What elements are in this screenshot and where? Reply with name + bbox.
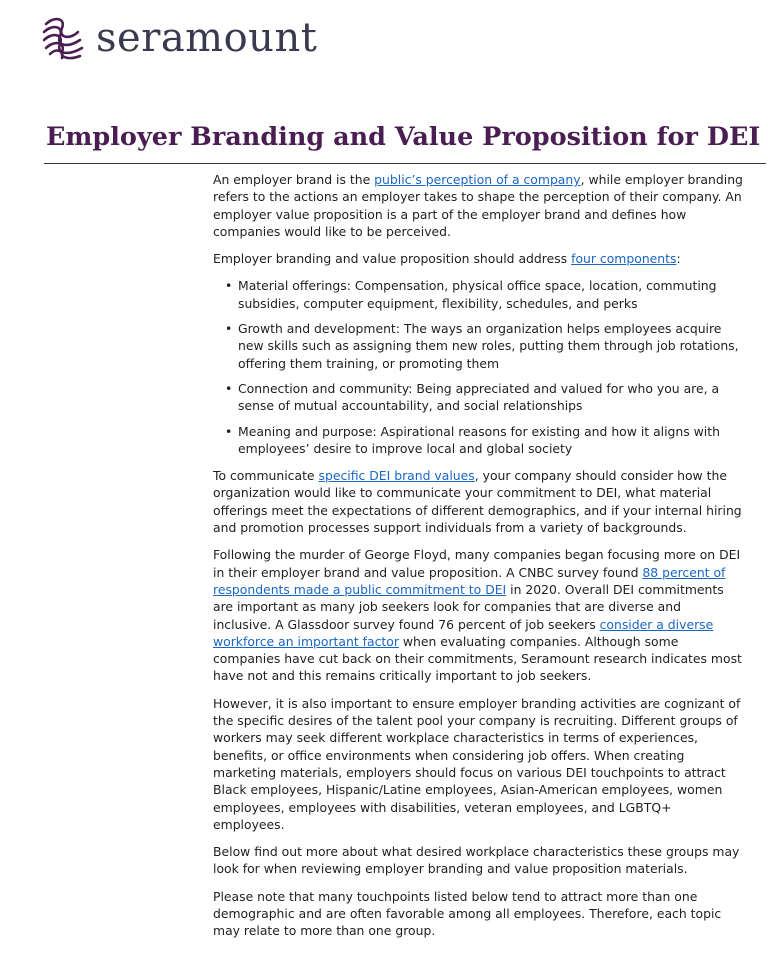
link-glassdoor-survey[interactable]: consider a diverse workforce an important factor xyxy=(213,616,714,649)
paragraph-talent-pool: However, it is also important to ensure employer branding activities are cognizant of the specific desires of the talent pool your company is recruiting. Different groups of workers may seek different workplace characteristics in terms of experiences, benefits, or office environments when considering job offers. When creating marketing materials, employers should focus on various DEI touchpoints to attract Black employees, Hispanic/Latine employees, Asian-American employees, women employees, employees with disabilities, veteran employees, and LGBTQ+ employees. xyxy=(213,695,741,832)
text: Following the murder of George Floyd, many companies began focusing more on DEI in their employer brand and value proposition. A CNBC survey found xyxy=(213,547,741,580)
link-public-perception[interactable]: public’s perception of a company xyxy=(374,172,581,187)
text: Employer branding and value proposition should address xyxy=(213,251,572,267)
text: , your company should consider how the organization would like to communicate your commitment to DEI, what material offerings meet the expectations of different demographics, and if your internal hiring and promotion processes support individuals from a variety of backgrounds. xyxy=(213,468,742,536)
text: An employer brand is the xyxy=(213,172,375,187)
components-list xyxy=(213,277,743,457)
paragraph-george-floyd xyxy=(213,546,743,684)
text: when evaluating companies. Although some companies have cut back on their commitments, Seramount research indicates most have not and this remains critically important to job seekers. xyxy=(213,633,742,684)
paragraph-brand-values xyxy=(213,467,743,536)
logo-text: seramount xyxy=(96,15,318,61)
title-divider xyxy=(44,163,766,164)
link-cnbc-survey[interactable]: 88 percent of respondents made a public commitment to DEI xyxy=(213,564,726,597)
link-specific-dei-brand-values[interactable]: specific DEI brand values xyxy=(318,468,475,484)
paragraph-components xyxy=(213,250,743,267)
text: : xyxy=(676,251,681,267)
paragraph-below: Below find out more about what desired workplace characteristics these groups may look for when reviewing employer branding and value proposition materials. xyxy=(213,844,740,877)
text: To communicate xyxy=(213,468,319,484)
list-item: • Material offerings: Compensation, physical office space, location, commuting subsidies, computer equipment, flexibility, schedules, and perks xyxy=(238,277,743,312)
list-item: • Connection and community: Being appreciated and valued for who you are, a sense of mutual accountability, and social relationships xyxy=(238,380,743,415)
link-four-components[interactable]: four components xyxy=(571,251,677,267)
text: in 2020. Overall DEI commitments are important as many job seekers look for companies that are diverse and inclusive. A Glassdoor survey found 76 percent of job seekers xyxy=(213,581,724,632)
seramount-swirl-icon xyxy=(40,14,88,62)
article-body xyxy=(213,171,743,950)
text: , while employer branding refers to the actions an employer takes to shape the perception of their company. An employer value proposition is a part of the employer brand and defines how companies would like to be perceived. xyxy=(213,172,743,239)
list-item: • Meaning and purpose: Aspirational reasons for existing and how it aligns with employees’ desire to improve local and global society xyxy=(238,423,743,458)
paragraph-intro xyxy=(213,171,743,240)
paragraph-note: Please note that many touchpoints listed below tend to attract more than one demographic and are often favorable among all employees. Therefore, each topic may relate to more than one group. xyxy=(213,888,722,939)
list-item: • Growth and development: The ways an organization helps employees acquire new skills such as assigning them new roles, putting them through job rotations, offering them training, or promoting them xyxy=(238,320,743,372)
page-title: Employer Branding and Value Proposition for DEI xyxy=(46,122,761,152)
logo xyxy=(40,14,317,62)
